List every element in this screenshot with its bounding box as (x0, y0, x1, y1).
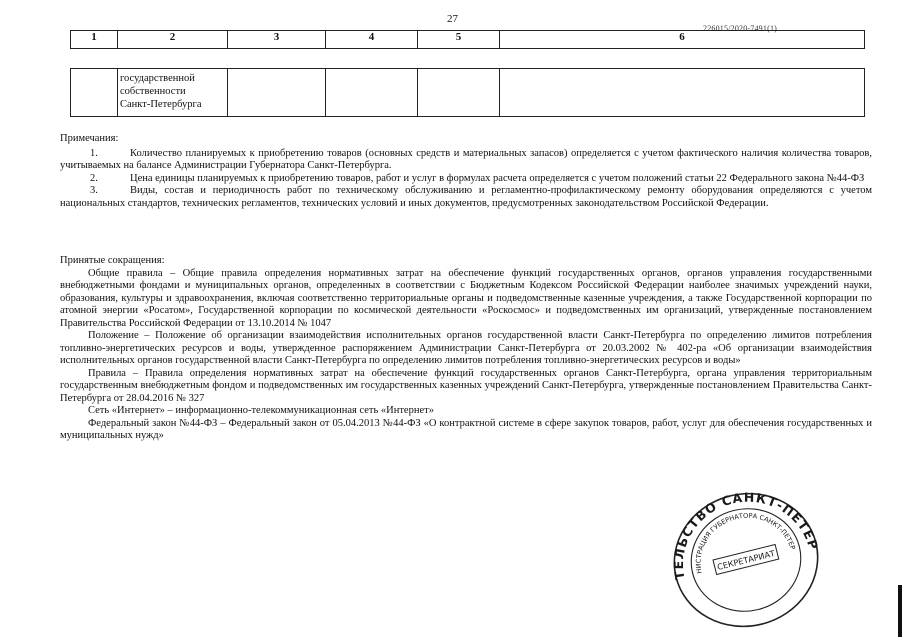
note-text: Виды, состав и периодичность работ по техническому обслуживанию и регламентно-профилактическому ремонту оборудования определяются с учетом национальных стандартов, технических регламентов, технических условий и иных документов, предусмотренных законодательством Российской Федерации. (60, 185, 872, 209)
col-header-1: 1 (71, 31, 118, 49)
note-number: 2. (90, 172, 98, 184)
abbreviation-paragraph: Сеть «Интернет» – информационно-телекоммуникационная сеть «Интернет» (88, 405, 434, 416)
document-code: 226015/2020-7491(1) (703, 24, 778, 33)
abbreviation-paragraph: Общие правила – Общие правила определения нормативных затрат на обеспечение функций государственных органов, органов управления государственными внебюджетными фондами и муниципальных органов, определенных в соответствии с Бюджетным Кодексом Российской Федерации наиболее значимых учреждений науки, образования, культуры и здравоохранения, включая соответственно территориальные органы и подведомственные казенные учреждения, а также Государственной корпорации по атомной энергии «Росатом», Государственной корпорации по космической деятельности «Роскосмос» и подведомственных им организаций, утвержденные постановлением Правительства Российской Федерации от 13.10.2014 № 1047 (60, 267, 872, 329)
col-header-4: 4 (326, 31, 418, 49)
stamp-center-text: СЕКРЕТАРИАТ (716, 548, 776, 572)
cell-line: государственной (120, 73, 195, 84)
cell-line: Санкт-Петербурга (120, 99, 202, 110)
cell-col-5 (418, 69, 500, 117)
col-header-5: 5 (418, 31, 500, 49)
note-text: Цена единицы планируемых к приобретению товаров, работ и услуг в формулах расчета определяется с учетом положений статьи 22 Федерального закона №44-ФЗ (130, 172, 865, 184)
cell-col-2 (118, 69, 228, 117)
stamp-outer-text: ПРАВИТЕЛЬСТВО САНКТ-ПЕТЕРБУРГА (671, 489, 822, 581)
notes-heading: Примечания: (60, 133, 119, 144)
abbreviation-paragraph: Положение – Положение об организации взаимодействия исполнительных органов государственной власти Санкт-Петербурга по определению лимитов потребления топливно-энергетических ресурсов и воды, утвержденное распоряжением Администрации Санкт-Петербурга от 20.03.2002 № 402-ра «Об организации взаимодействия исполнительных органов государственной власти Санкт-Петербурга по определению лимитов потребления топливно-энергетических ресурсов и воды» (60, 330, 872, 366)
cell-col-4 (326, 69, 418, 117)
table-header (70, 30, 865, 49)
page-number: 27 (447, 13, 458, 25)
col-header-3: 3 (228, 31, 326, 49)
notes-section (60, 133, 872, 210)
table-row (71, 69, 865, 117)
table-body (70, 68, 865, 117)
stamp-inner-text: АДМИНИСТРАЦИЯ ГУБЕРНАТОРА САНКТ-ПЕТЕРБУРГА (694, 511, 797, 575)
note-item (60, 148, 872, 173)
scan-edge-mark (898, 585, 902, 637)
col-header-2: 2 (118, 31, 228, 49)
abbreviations-heading: Принятые сокращения: (60, 255, 165, 266)
official-stamp (668, 488, 824, 628)
note-number: 1. (90, 147, 98, 159)
note-item (60, 185, 872, 210)
col-header-6: 6 (500, 31, 865, 49)
abbreviation-paragraph: Федеральный закон №44-ФЗ – Федеральный закон от 05.04.2013 №44-ФЗ «О контрактной системе в сфере закупок товаров, работ, услуг для обеспечения государственных и муниципальных нужд» (60, 417, 872, 441)
abbreviations-section (60, 255, 872, 443)
note-number: 3. (90, 185, 98, 196)
cell-col-3 (228, 69, 326, 117)
note-text: Количество планируемых к приобретению товаров (основных средств и материальных запасов) определяется с учетом фактического наличия количества товаров, учитываемых на балансе Администрации Губернатора Санкт-Петербурга. (60, 147, 872, 171)
cell-line: собственности (120, 86, 186, 97)
note-item (60, 173, 872, 186)
cell-col-1 (71, 69, 118, 117)
table-header-row (71, 31, 865, 49)
cell-col-6 (500, 69, 865, 117)
abbreviation-paragraph: Правила – Правила определения нормативных затрат на обеспечение функций государственных органов Санкт-Петербурга, органа управления территориальным государственным внебюджетным фондом и подведомственных им государственных казенных учреждений Санкт-Петербурга, утвержденные постановлением Правительства Санкт-Петербурга от 28.04.2016 № 327 (60, 367, 872, 404)
